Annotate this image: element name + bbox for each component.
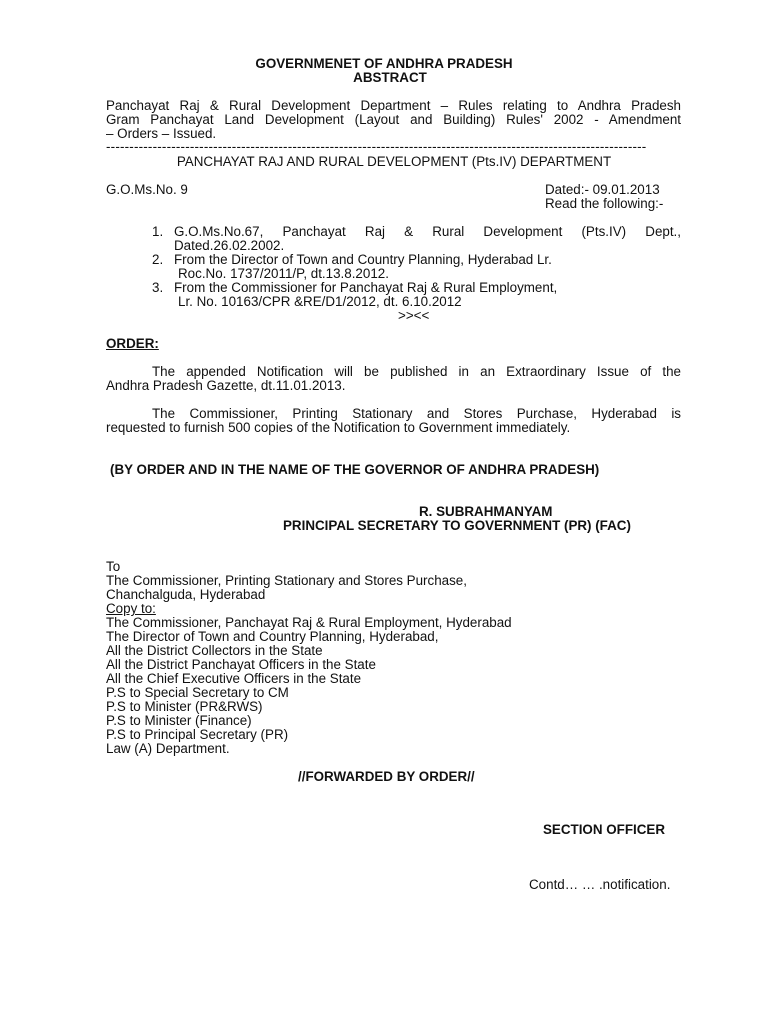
subject-line: Panchayat Raj & Rural Development Department – Rules relating to Andhra Pradesh: [106, 98, 681, 113]
order-date: Dated:- 09.01.2013: [545, 182, 660, 197]
subject-line: – Orders – Issued.: [106, 126, 217, 141]
signatory-name: R. SUBRAHMANYAM: [419, 504, 553, 519]
order-heading: ORDER:: [106, 336, 159, 351]
list-item: P.S to Minister (Finance): [106, 713, 252, 728]
list-item: The Commissioner, Panchayat Raj & Rural Employment, Hyderabad: [106, 615, 512, 630]
go-number: G.O.Ms.No. 9: [106, 182, 188, 197]
to-label: To: [106, 559, 121, 574]
list-item: The Director of Town and Country Planning, Hyderabad,: [106, 629, 439, 644]
reference-text: Lr. No. 10163/CPR &RE/D1/2012, dt. 6.10.2012: [178, 294, 462, 309]
list-item: P.S to Minister (PR&RWS): [106, 699, 263, 714]
subject-line: Gram Panchayat Land Development (Layout and Building) Rules' 2002 - Amendment: [106, 112, 681, 127]
list-item: P.S to Principal Secretary (PR): [106, 727, 289, 742]
reference-text: From the Director of Town and Country Planning, Hyderabad Lr.: [174, 252, 552, 267]
reference-number: 2.: [152, 252, 164, 267]
reference-text: From the Commissioner for Panchayat Raj & Rural Employment,: [174, 280, 558, 295]
section-officer: SECTION OFFICER: [543, 822, 666, 837]
list-item: All the Chief Executive Officers in the State: [106, 671, 362, 686]
separator-line: --------------------------------------------------------------------------------------------------------------------: [106, 140, 647, 154]
by-order-line: (BY ORDER AND IN THE NAME OF THE GOVERNOR OF ANDHRA PRADESH): [110, 462, 600, 477]
paragraph-line: Andhra Pradesh Gazette, dt.11.01.2013.: [106, 378, 346, 393]
reference-number: 3.: [152, 280, 164, 295]
recipient-line: The Commissioner, Printing Stationary and Stores Purchase,: [106, 573, 467, 588]
continued-note: Contd… … .notification.: [529, 877, 671, 892]
read-following: Read the following:-: [545, 196, 664, 211]
reference-end-mark: >><<: [398, 308, 430, 323]
department-heading: PANCHAYAT RAJ AND RURAL DEVELOPMENT (Pts.IV) DEPARTMENT: [176, 154, 612, 169]
reference-text: Roc.No. 1737/2011/P, dt.13.8.2012.: [178, 266, 389, 281]
paragraph-line: requested to furnish 500 copies of the Notification to Government immediately.: [106, 420, 571, 435]
reference-number: 1.: [152, 224, 164, 239]
reference-text: Dated.26.02.2002.: [174, 238, 285, 253]
list-item: Law (A) Department.: [106, 741, 230, 756]
list-item: P.S to Special Secretary to CM: [106, 685, 289, 700]
list-item: All the District Collectors in the State: [106, 643, 323, 658]
copy-to-label: Copy to:: [106, 601, 156, 616]
abstract-heading: ABSTRACT: [353, 70, 427, 85]
reference-text: G.O.Ms.No.67, Panchayat Raj & Rural Development (Pts.IV) Dept.,: [174, 224, 681, 239]
government-heading: GOVERNMENET OF ANDHRA PRADESH: [255, 56, 513, 71]
recipient-line: Chanchalguda, Hyderabad: [106, 587, 266, 602]
list-item: All the District Panchayat Officers in the State: [106, 657, 376, 672]
paragraph-line: The appended Notification will be published in an Extraordinary Issue of the: [152, 364, 681, 379]
signatory-title: PRINCIPAL SECRETARY TO GOVERNMENT (PR) (FAC): [283, 518, 631, 533]
forwarded-by-order: //FORWARDED BY ORDER//: [298, 769, 475, 784]
paragraph-line: The Commissioner, Printing Stationary and Stores Purchase, Hyderabad is: [152, 406, 681, 421]
